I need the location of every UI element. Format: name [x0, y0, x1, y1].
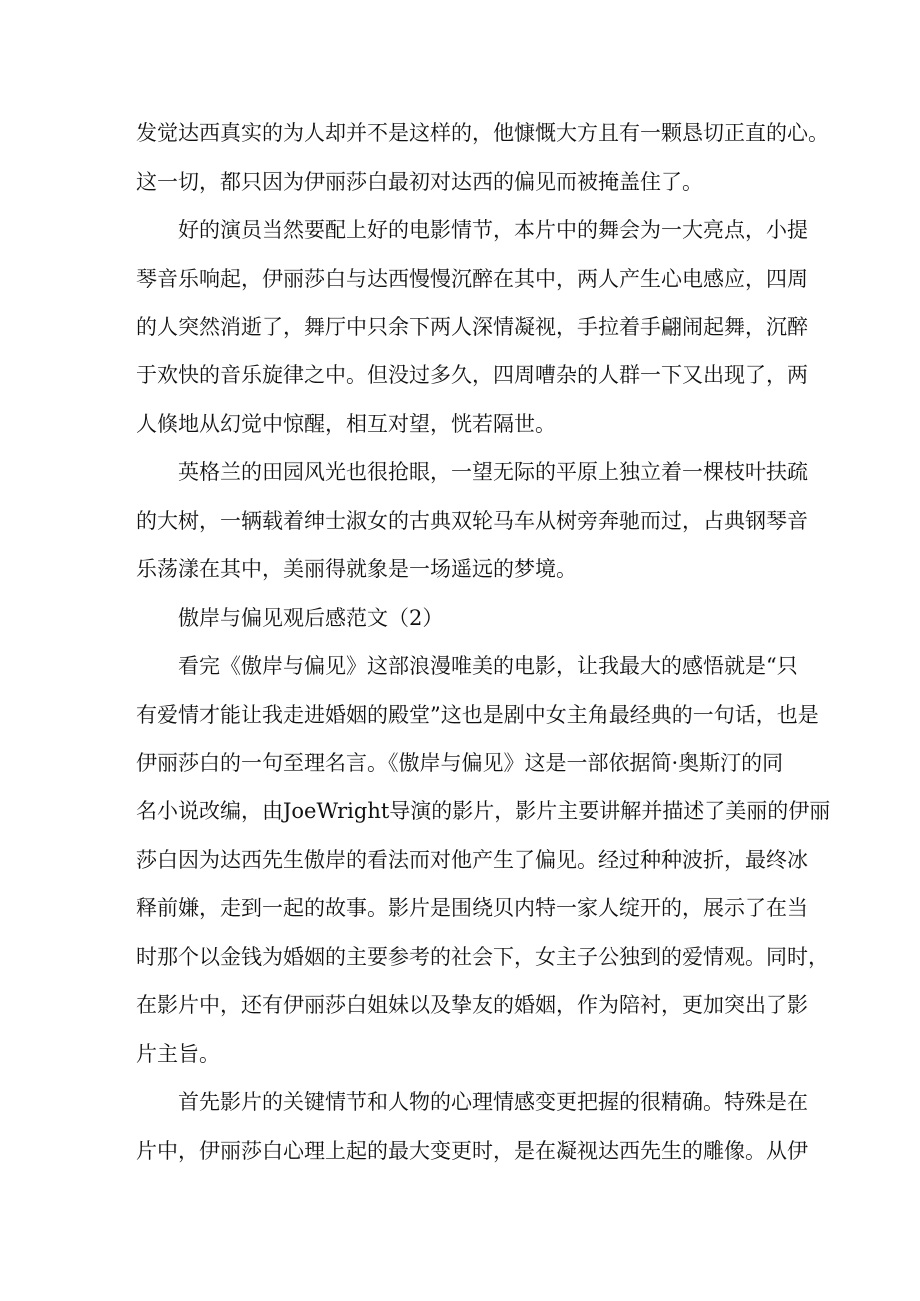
text-line: 的人突然消逝了，舞厅中只余下两人深情凝视，手拉着手翩闹起舞，沉醉 [136, 315, 808, 339]
text-line: 名小说改编，由JoeWright导演的影片，影片主要讲解并描述了美丽的伊丽 [136, 799, 831, 823]
section-heading: 傲岸与偏见观后感范文（2） [178, 606, 444, 630]
text-line: 这一切，都只因为伊丽莎白最初对达西的偏见而被掩盖住了。 [136, 170, 703, 194]
text-line: 片中，伊丽莎白心理上起的最大变更时，是在凝视达西先生的雕像。从伊 [136, 1139, 808, 1163]
text-line: 琴音乐响起，伊丽莎白与达西慢慢沉醉在其中，两人产生心电感应，四周 [136, 267, 808, 291]
text-line: 的大树，一辆载着绅士淑女的古典双轮马车从树旁奔驰而过，占典钢琴音 [136, 509, 808, 533]
paragraph-first-line: 英格兰的田园风光也很抢眼，一望无际的平原上独立着一棵枝叶扶疏 [178, 460, 808, 484]
text-line: 时那个以金钱为婚姻的主要参考的社会下，女主子公独到的爱情观。同时， [136, 945, 829, 969]
text-line: 伊丽莎白的一句至理名言。《傲岸与偏见》这是一部依据简·奥斯汀的同 [136, 751, 784, 775]
text-line: 莎白因为达西先生傲岸的看法而对他产生了偏见。经过种种波折，最终冰 [136, 848, 808, 872]
paragraph-first-line: 看完《傲岸与偏见》这部浪漫唯美的电影，让我最大的感悟就是“只 [178, 654, 798, 678]
paragraph-first-line: 首先影片的关键情节和人物的心理情感变更把握的很精确。特殊是在 [178, 1090, 808, 1114]
text-line: 片主旨。 [136, 1042, 220, 1066]
text-line: 在影片中，还有伊丽莎白姐妹以及挚友的婚姻，作为陪衬，更加突出了影 [136, 993, 808, 1017]
paragraph-first-line: 好的演员当然要配上好的电影情节，本片中的舞会为一大亮点，小提 [178, 218, 808, 242]
text-line: 发觉达西真实的为人却并不是这样的，他慷慨大方且有一颗恳切正直的心。 [136, 121, 829, 145]
text-line: 于欢快的音乐旋律之中。但没过多久，四周嘈杂的人群一下又出现了，两 [136, 363, 808, 387]
text-line: 人倏地从幻觉中惊醒，相互对望，恍若隔世。 [136, 412, 556, 436]
text-line: 有爱情才能让我走进婚姻的殿堂”这也是剧中女主角最经典的一句话，也是 [136, 703, 819, 727]
text-line: 释前嫌，走到一起的故事。影片是围绕贝内特一家人绽开的，展示了在当 [136, 896, 808, 920]
text-line: 乐荡漾在其中，美丽得就象是一场遥远的梦境。 [136, 557, 577, 581]
